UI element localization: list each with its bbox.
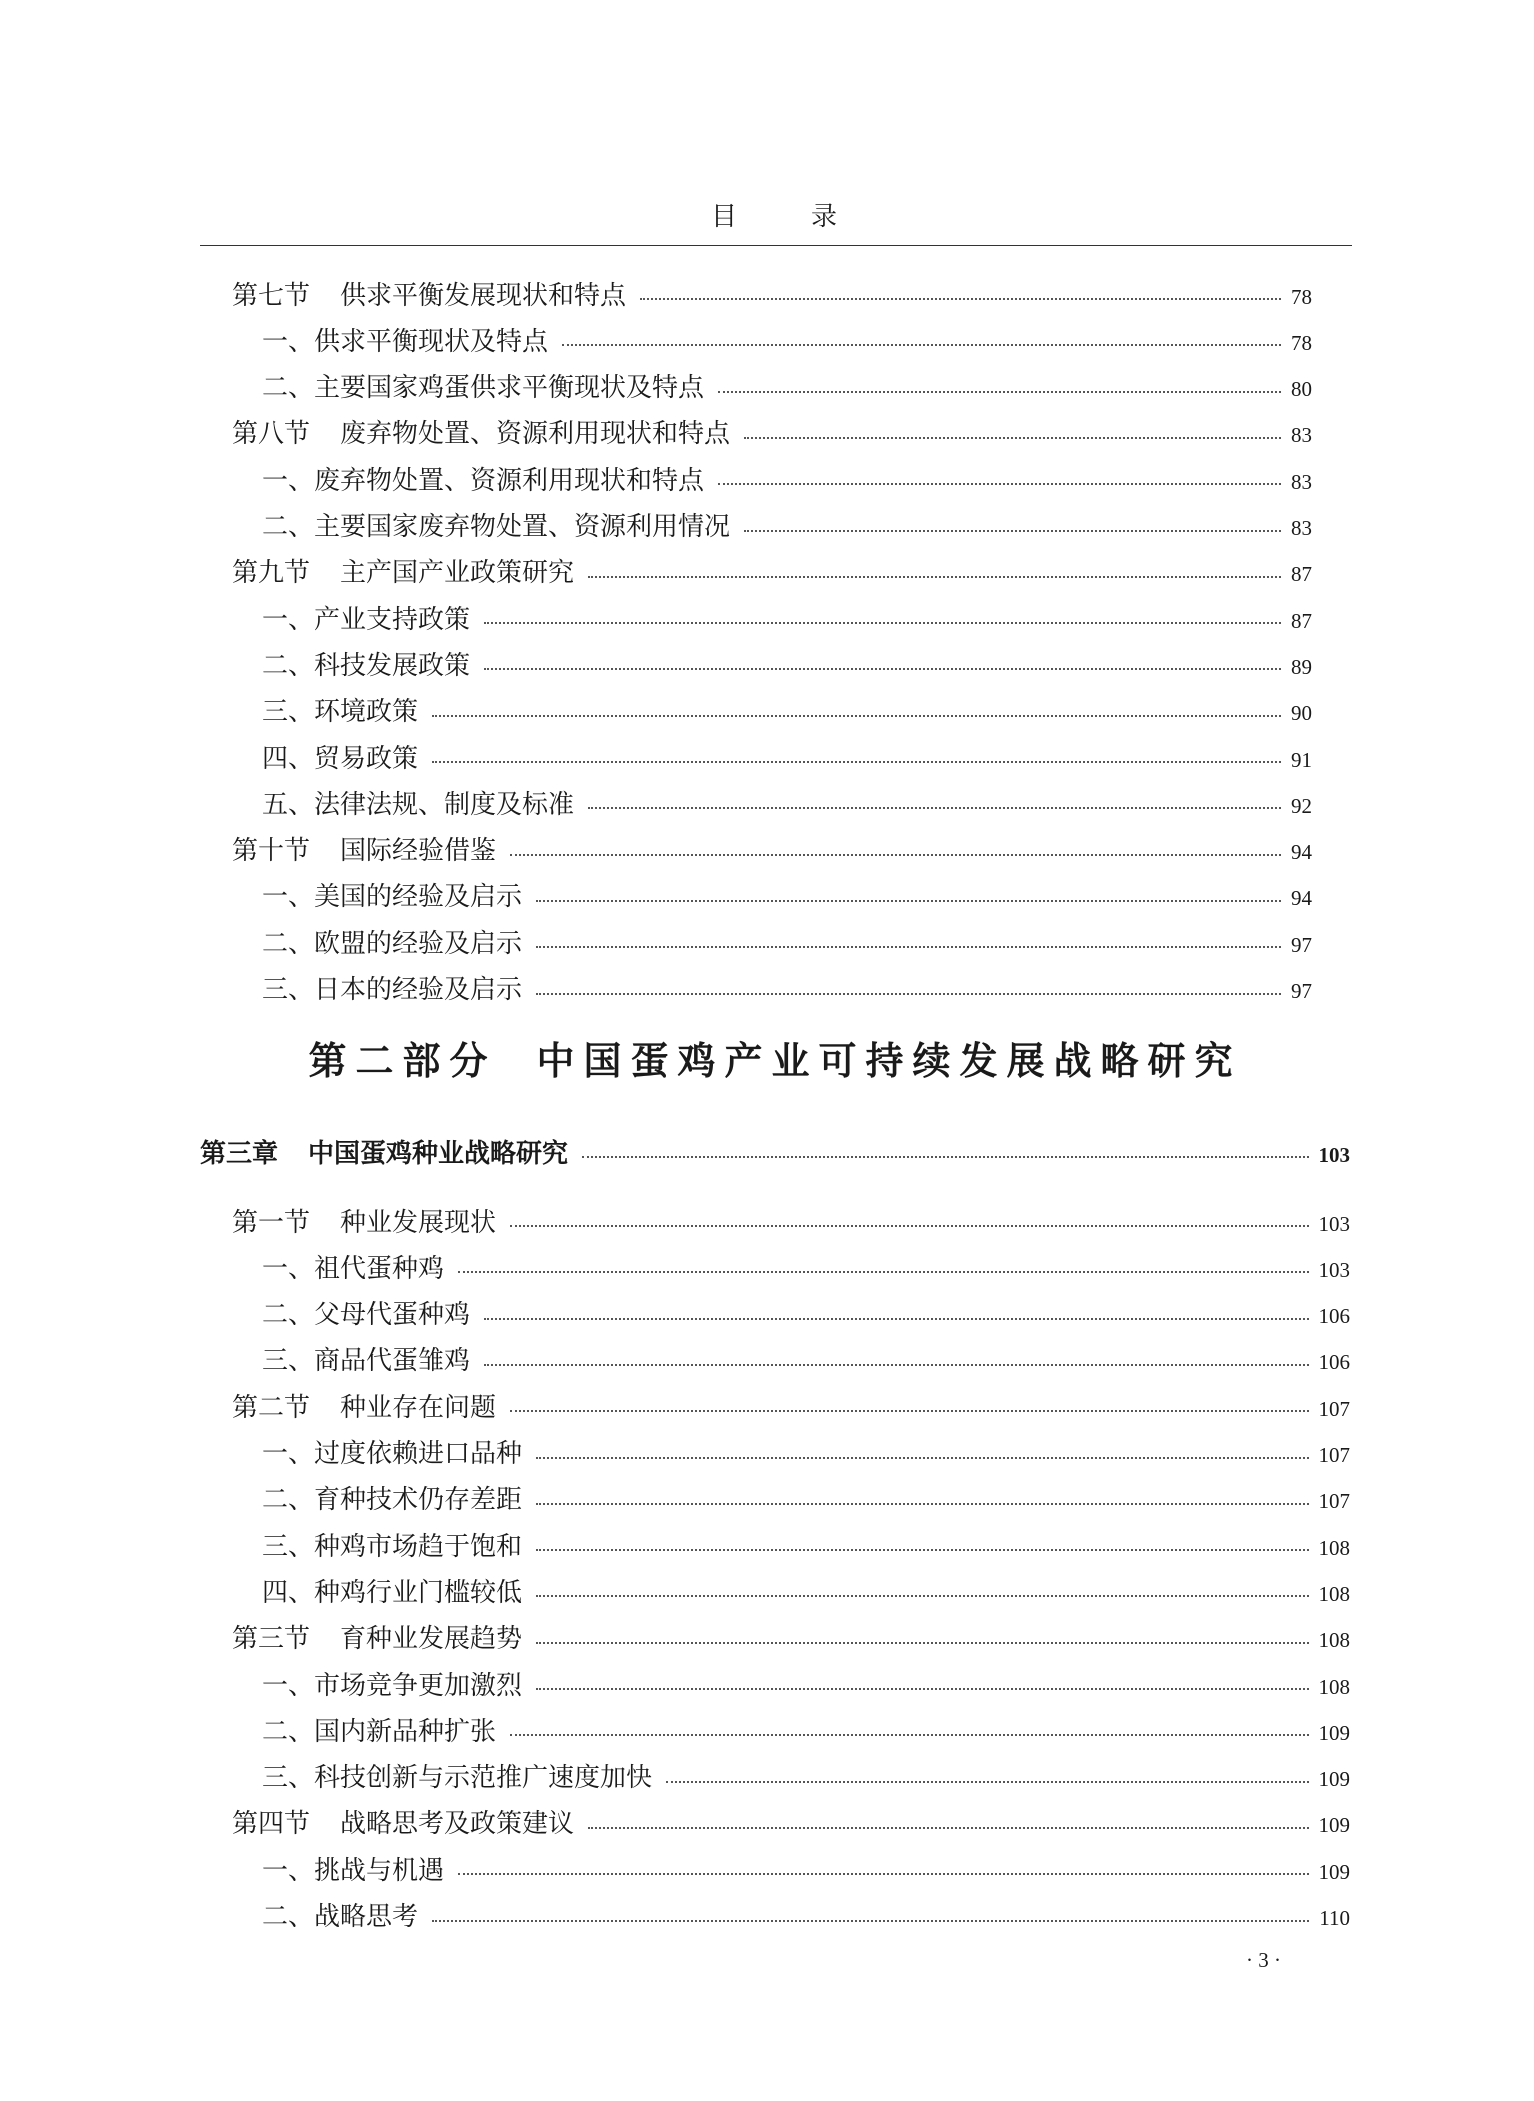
toc-subsection-entry[interactable] bbox=[262, 1663, 1350, 1703]
toc-entry-title bbox=[262, 506, 730, 543]
toc-page-number: 78 bbox=[1291, 330, 1312, 355]
toc-subsection-entry[interactable] bbox=[262, 968, 1312, 1008]
toc-page-number: 109 bbox=[1318, 1720, 1350, 1745]
dot-leader bbox=[484, 622, 1281, 624]
dot-leader bbox=[536, 1549, 1308, 1551]
section-label: 第十节 bbox=[232, 836, 311, 867]
entry-title-text: 一、市场竞争更加激烈 bbox=[262, 1670, 523, 1701]
toc-subsection-entry[interactable] bbox=[262, 458, 1312, 498]
dot-leader bbox=[744, 437, 1281, 439]
entry-title-text: 三、日本的经验及启示 bbox=[262, 975, 523, 1005]
toc-section-entry[interactable] bbox=[232, 273, 1312, 313]
entry-title-text: 战略思考及政策建议 bbox=[340, 1809, 575, 1840]
toc-page-number: 87 bbox=[1291, 608, 1312, 633]
dot-leader bbox=[666, 1781, 1308, 1783]
toc-entry-title bbox=[262, 1248, 444, 1285]
entry-title-text: 二、父母代蛋种鸡 bbox=[262, 1300, 471, 1331]
dot-leader bbox=[432, 761, 1281, 763]
toc-entry-title bbox=[262, 923, 522, 960]
toc-entry-title bbox=[262, 460, 704, 497]
entry-title-text: 二、主要国家鸡蛋供求平衡现状及特点 bbox=[262, 373, 705, 404]
dot-leader bbox=[536, 900, 1281, 902]
toc-subsection-entry[interactable] bbox=[262, 1293, 1350, 1333]
dot-leader bbox=[536, 1595, 1308, 1597]
toc-subsection-entry[interactable] bbox=[262, 736, 1312, 776]
toc-page-number: 90 bbox=[1291, 701, 1312, 726]
entry-title-text: 二、主要国家废弃物处置、资源利用情况 bbox=[262, 512, 731, 542]
entry-title-text: 供求平衡发展现状和特点 bbox=[340, 280, 627, 311]
section-label: 第八节 bbox=[232, 419, 311, 450]
dot-leader bbox=[588, 807, 1281, 809]
toc-entry-title bbox=[262, 1572, 522, 1609]
dot-leader bbox=[484, 1318, 1308, 1320]
entry-title-text: 四、种鸡行业门槛较低 bbox=[262, 1577, 523, 1608]
toc-subsection-entry[interactable] bbox=[262, 1524, 1350, 1564]
toc-section-entry[interactable] bbox=[232, 829, 1312, 869]
dot-leader bbox=[510, 1734, 1308, 1736]
entry-title-text: 二、科技发展政策 bbox=[262, 650, 471, 681]
toc-page-number: 103 bbox=[1318, 1211, 1350, 1236]
entry-title-text: 三、商品代蛋雏鸡 bbox=[262, 1346, 471, 1377]
section-label: 第七节 bbox=[232, 280, 311, 311]
chapter-label: 第三章 bbox=[200, 1138, 279, 1169]
entry-title-text: 一、废弃物处置、资源利用现状和特点 bbox=[262, 465, 705, 496]
header-rule bbox=[200, 245, 1352, 246]
section-label: 第四节 bbox=[232, 1809, 311, 1840]
toc-page-number: 108 bbox=[1318, 1628, 1350, 1653]
toc-section-entry[interactable] bbox=[232, 1617, 1350, 1657]
toc-subsection-entry[interactable] bbox=[262, 643, 1312, 683]
entry-title-text: 三、种鸡市场趋于饱和 bbox=[262, 1531, 523, 1562]
toc-entry-title bbox=[262, 367, 704, 404]
toc-entry-title bbox=[262, 1340, 470, 1377]
chapter-title: 中国蛋鸡种业战略研究 bbox=[308, 1138, 569, 1169]
toc-entry-title bbox=[232, 1803, 574, 1840]
dot-leader bbox=[536, 1457, 1308, 1459]
toc-entry-title bbox=[262, 1665, 522, 1702]
entry-title-text: 种业发展现状 bbox=[340, 1207, 497, 1238]
header-left-char: 目 bbox=[710, 202, 739, 232]
toc-subsection-entry[interactable] bbox=[262, 875, 1312, 915]
toc-entry-title bbox=[262, 599, 470, 636]
dot-leader bbox=[536, 1503, 1308, 1505]
dot-leader bbox=[536, 1642, 1308, 1644]
dot-leader bbox=[458, 1271, 1308, 1273]
part-title: 中国蛋鸡产业可持续发展战略研究 bbox=[536, 1038, 1242, 1083]
toc-subsection-entry[interactable] bbox=[262, 1895, 1350, 1935]
entry-title-text: 一、挑战与机遇 bbox=[262, 1855, 445, 1886]
running-header bbox=[200, 196, 1350, 233]
dot-leader bbox=[510, 1410, 1308, 1412]
dot-leader bbox=[718, 483, 1281, 485]
toc-subsection-entry[interactable] bbox=[262, 1756, 1350, 1796]
toc-entry-title bbox=[262, 691, 418, 728]
toc-entry-title bbox=[232, 552, 574, 589]
toc-entry-title bbox=[232, 275, 626, 312]
section-label: 第二节 bbox=[232, 1392, 311, 1423]
dot-leader bbox=[484, 668, 1281, 670]
toc-entry-title bbox=[262, 784, 574, 821]
dot-leader bbox=[588, 1827, 1308, 1829]
entry-title-text: 三、环境政策 bbox=[262, 697, 419, 728]
toc-chapter-entry[interactable] bbox=[200, 1131, 1350, 1171]
entry-title-text: 一、产业支持政策 bbox=[262, 604, 471, 635]
toc-entry-title bbox=[262, 1850, 444, 1887]
entry-title-text: 二、国内新品种扩张 bbox=[262, 1716, 497, 1747]
toc-section-entry[interactable] bbox=[232, 551, 1312, 591]
toc-subsection-entry[interactable] bbox=[262, 921, 1312, 961]
toc-page-number: 97 bbox=[1291, 932, 1312, 957]
toc-entry-title bbox=[262, 1757, 652, 1794]
toc-entry-title bbox=[232, 1618, 522, 1655]
entry-title-text: 二、育种技术仍存差距 bbox=[262, 1485, 523, 1516]
toc-subsection-entry[interactable] bbox=[262, 782, 1312, 822]
toc-entry-title bbox=[262, 876, 522, 913]
entry-title-text: 种业存在问题 bbox=[340, 1392, 497, 1423]
dot-leader bbox=[562, 344, 1281, 346]
toc-subsection-entry[interactable] bbox=[262, 1339, 1350, 1379]
toc-subsection-entry[interactable] bbox=[262, 1570, 1350, 1610]
toc-page-number: 92 bbox=[1291, 793, 1312, 818]
dot-leader bbox=[744, 530, 1281, 532]
entry-title-text: 废弃物处置、资源利用现状和特点 bbox=[340, 419, 731, 450]
entry-title-text: 四、贸易政策 bbox=[262, 743, 419, 774]
dot-leader bbox=[484, 1364, 1308, 1366]
toc-page-number: 97 bbox=[1291, 979, 1312, 1003]
header-right-char: 录 bbox=[811, 202, 840, 232]
toc-page-number: 110 bbox=[1319, 1906, 1350, 1930]
entry-title-text: 一、美国的经验及启示 bbox=[262, 882, 523, 913]
toc-page-number: 103 bbox=[1318, 1257, 1350, 1282]
toc-page-number: 109 bbox=[1318, 1859, 1350, 1884]
section-label: 第九节 bbox=[232, 558, 311, 589]
toc-page-number: 94 bbox=[1291, 886, 1312, 911]
toc-page-number: 106 bbox=[1318, 1350, 1350, 1375]
toc-page-number: 108 bbox=[1318, 1581, 1350, 1606]
entry-title-text: 一、过度依赖进口品种 bbox=[262, 1439, 523, 1469]
toc-section-entry[interactable] bbox=[232, 412, 1312, 452]
entry-title-text: 国际经验借鉴 bbox=[340, 836, 497, 867]
dot-leader bbox=[536, 946, 1281, 948]
toc-entry-title bbox=[262, 1896, 418, 1933]
toc-subsection-entry[interactable] bbox=[262, 1848, 1350, 1888]
entry-title-text: 一、祖代蛋种鸡 bbox=[262, 1253, 445, 1284]
toc-page-number: 80 bbox=[1291, 377, 1312, 402]
toc-subsection-entry[interactable] bbox=[262, 505, 1312, 545]
toc-entry-title bbox=[262, 1294, 470, 1331]
toc-page-number: 78 bbox=[1291, 284, 1312, 309]
toc-page-number: 87 bbox=[1291, 562, 1312, 587]
part-heading bbox=[200, 1030, 1350, 1085]
toc-entry-title bbox=[262, 969, 522, 1006]
toc-page-number: 83 bbox=[1291, 516, 1312, 540]
toc-subsection-entry[interactable] bbox=[262, 690, 1312, 730]
toc-page-number: 107 bbox=[1318, 1489, 1350, 1514]
toc-page-number: 107 bbox=[1318, 1396, 1350, 1421]
dot-leader bbox=[588, 576, 1281, 578]
toc-page-number: 89 bbox=[1291, 654, 1312, 679]
toc-page-number: 106 bbox=[1318, 1304, 1350, 1329]
toc-section-entry[interactable] bbox=[232, 1385, 1350, 1425]
section-label: 第三节 bbox=[232, 1624, 311, 1655]
toc-entry-title bbox=[200, 1133, 568, 1170]
part-label: 第二部分 bbox=[308, 1038, 497, 1083]
page-number: · 3 · bbox=[1246, 1948, 1281, 1972]
entry-title-text: 育种业发展趋势 bbox=[340, 1624, 523, 1655]
dot-leader bbox=[718, 391, 1281, 393]
toc-entry-title bbox=[262, 1479, 522, 1516]
dot-leader bbox=[536, 993, 1281, 995]
toc-entry-title bbox=[232, 1202, 496, 1239]
toc-entry-title bbox=[262, 1433, 522, 1470]
toc-entry-title bbox=[262, 1526, 522, 1563]
entry-title-text: 主产国产业政策研究 bbox=[340, 558, 575, 589]
toc-subsection-entry[interactable] bbox=[262, 1709, 1350, 1749]
section-label: 第一节 bbox=[232, 1207, 311, 1238]
toc-page-number: 109 bbox=[1318, 1813, 1350, 1838]
toc-page-number: 108 bbox=[1318, 1535, 1350, 1560]
dot-leader bbox=[582, 1156, 1308, 1158]
toc-subsection-entry[interactable] bbox=[262, 1432, 1350, 1472]
toc-page-number: 83 bbox=[1291, 423, 1312, 448]
toc-entry-title bbox=[262, 738, 418, 775]
toc-page-number: 103 bbox=[1318, 1142, 1350, 1167]
toc-entry-title bbox=[232, 413, 730, 450]
dot-leader bbox=[536, 1688, 1308, 1690]
toc-entry-title bbox=[262, 321, 548, 358]
dot-leader bbox=[510, 854, 1281, 856]
toc-entry-title bbox=[232, 830, 496, 867]
toc-section-entry[interactable] bbox=[232, 1802, 1350, 1842]
toc-subsection-entry[interactable] bbox=[262, 366, 1312, 406]
entry-title-text: 一、供求平衡现状及特点 bbox=[262, 326, 549, 357]
dot-leader bbox=[640, 298, 1281, 300]
dot-leader bbox=[432, 715, 1281, 717]
entry-title-text: 五、法律法规、制度及标准 bbox=[262, 789, 575, 820]
toc-entry-title bbox=[262, 645, 470, 682]
dot-leader bbox=[432, 1920, 1309, 1922]
toc-page-number: 108 bbox=[1318, 1674, 1350, 1699]
toc-entry-title bbox=[232, 1387, 496, 1424]
toc-page-number: 109 bbox=[1318, 1767, 1350, 1792]
entry-title-text: 二、欧盟的经验及启示 bbox=[262, 928, 523, 959]
toc-page-number: 107 bbox=[1318, 1443, 1350, 1467]
dot-leader bbox=[458, 1873, 1308, 1875]
entry-title-text: 二、战略思考 bbox=[262, 1902, 419, 1932]
toc-section-entry[interactable] bbox=[232, 1200, 1350, 1240]
toc-page-number: 83 bbox=[1291, 469, 1312, 494]
toc-subsection-entry[interactable] bbox=[262, 597, 1312, 637]
toc-subsection-entry[interactable] bbox=[262, 319, 1312, 359]
toc-page-number: 91 bbox=[1291, 747, 1312, 772]
toc-entry-title bbox=[262, 1711, 496, 1748]
toc-subsection-entry[interactable] bbox=[262, 1246, 1350, 1286]
toc-subsection-entry[interactable] bbox=[262, 1478, 1350, 1518]
entry-title-text: 三、科技创新与示范推广速度加快 bbox=[262, 1763, 653, 1794]
toc-page-number: 94 bbox=[1291, 840, 1312, 865]
dot-leader bbox=[510, 1225, 1308, 1227]
